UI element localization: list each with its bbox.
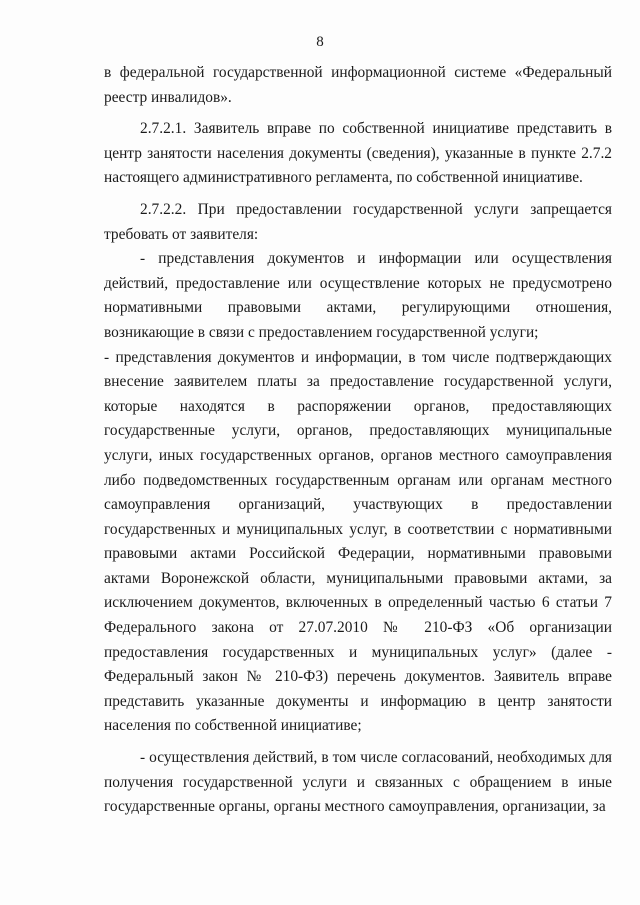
paragraph-2-7-2-1: 2.7.2.1. Заявитель вправе по собственной инициативе представить в центр занятости населения документы (сведения), указанные в пункте 2.7.2 настоящего административного регламента, по собственной инициативе.: [104, 120, 612, 187]
list-item-documents-information: - представления документов и информации, в том числе подтверждающих внесение заявителем платы за предоставление государственной услуги, которые находятся в распоряжении органов, предоставляющих государственные услуги, органов, предоставляющих муниципальные услуги, иных государственных органов, органов местного самоуправления либо подведомственных государственным органам или органам местного самоуправления организаций, участвующих в предоставлении государственных и муниципальных услуг, в соответствии с нормативными правовыми актами Российской Федерации, нормативными правовыми актами Воронежской области, муниципальными правовыми актами, за исключением документов, включенных в определенный частью 6 статьи 7 Федерального закона от 27.07.2010 № 210-ФЗ «Об организации предоставления государственных и муниципальных услуг» (далее - Федеральный закон № 210-ФЗ) перечень документов. Заявитель вправе представить указанные документы и информацию в центр занятости населения по собственной инициативе;: [104, 348, 612, 735]
list-item-documents-actions: - представления документов и информации или осуществления действий, предоставление или осуществление которых не предусмотрено нормативными правовыми актами, регулирующими отношения, возникающие в связи с предоставлением государственной услуги;: [104, 250, 612, 341]
document-body: [104, 61, 612, 820]
page-number: 8: [316, 34, 324, 50]
list-item-actions-approvals: - осуществления действий, в том числе согласований, необходимых для получения государственной услуги и связанных с обращением в иные государственные органы, органы местного самоуправления, организации, за: [104, 749, 612, 816]
paragraph-2-7-2-2: 2.7.2.2. При предоставлении государственной услуги запрещается требовать от заявителя:: [104, 200, 612, 243]
paragraph-registry: в федеральной государственной информационной системе «Федеральный реестр инвалидов».: [104, 64, 612, 106]
